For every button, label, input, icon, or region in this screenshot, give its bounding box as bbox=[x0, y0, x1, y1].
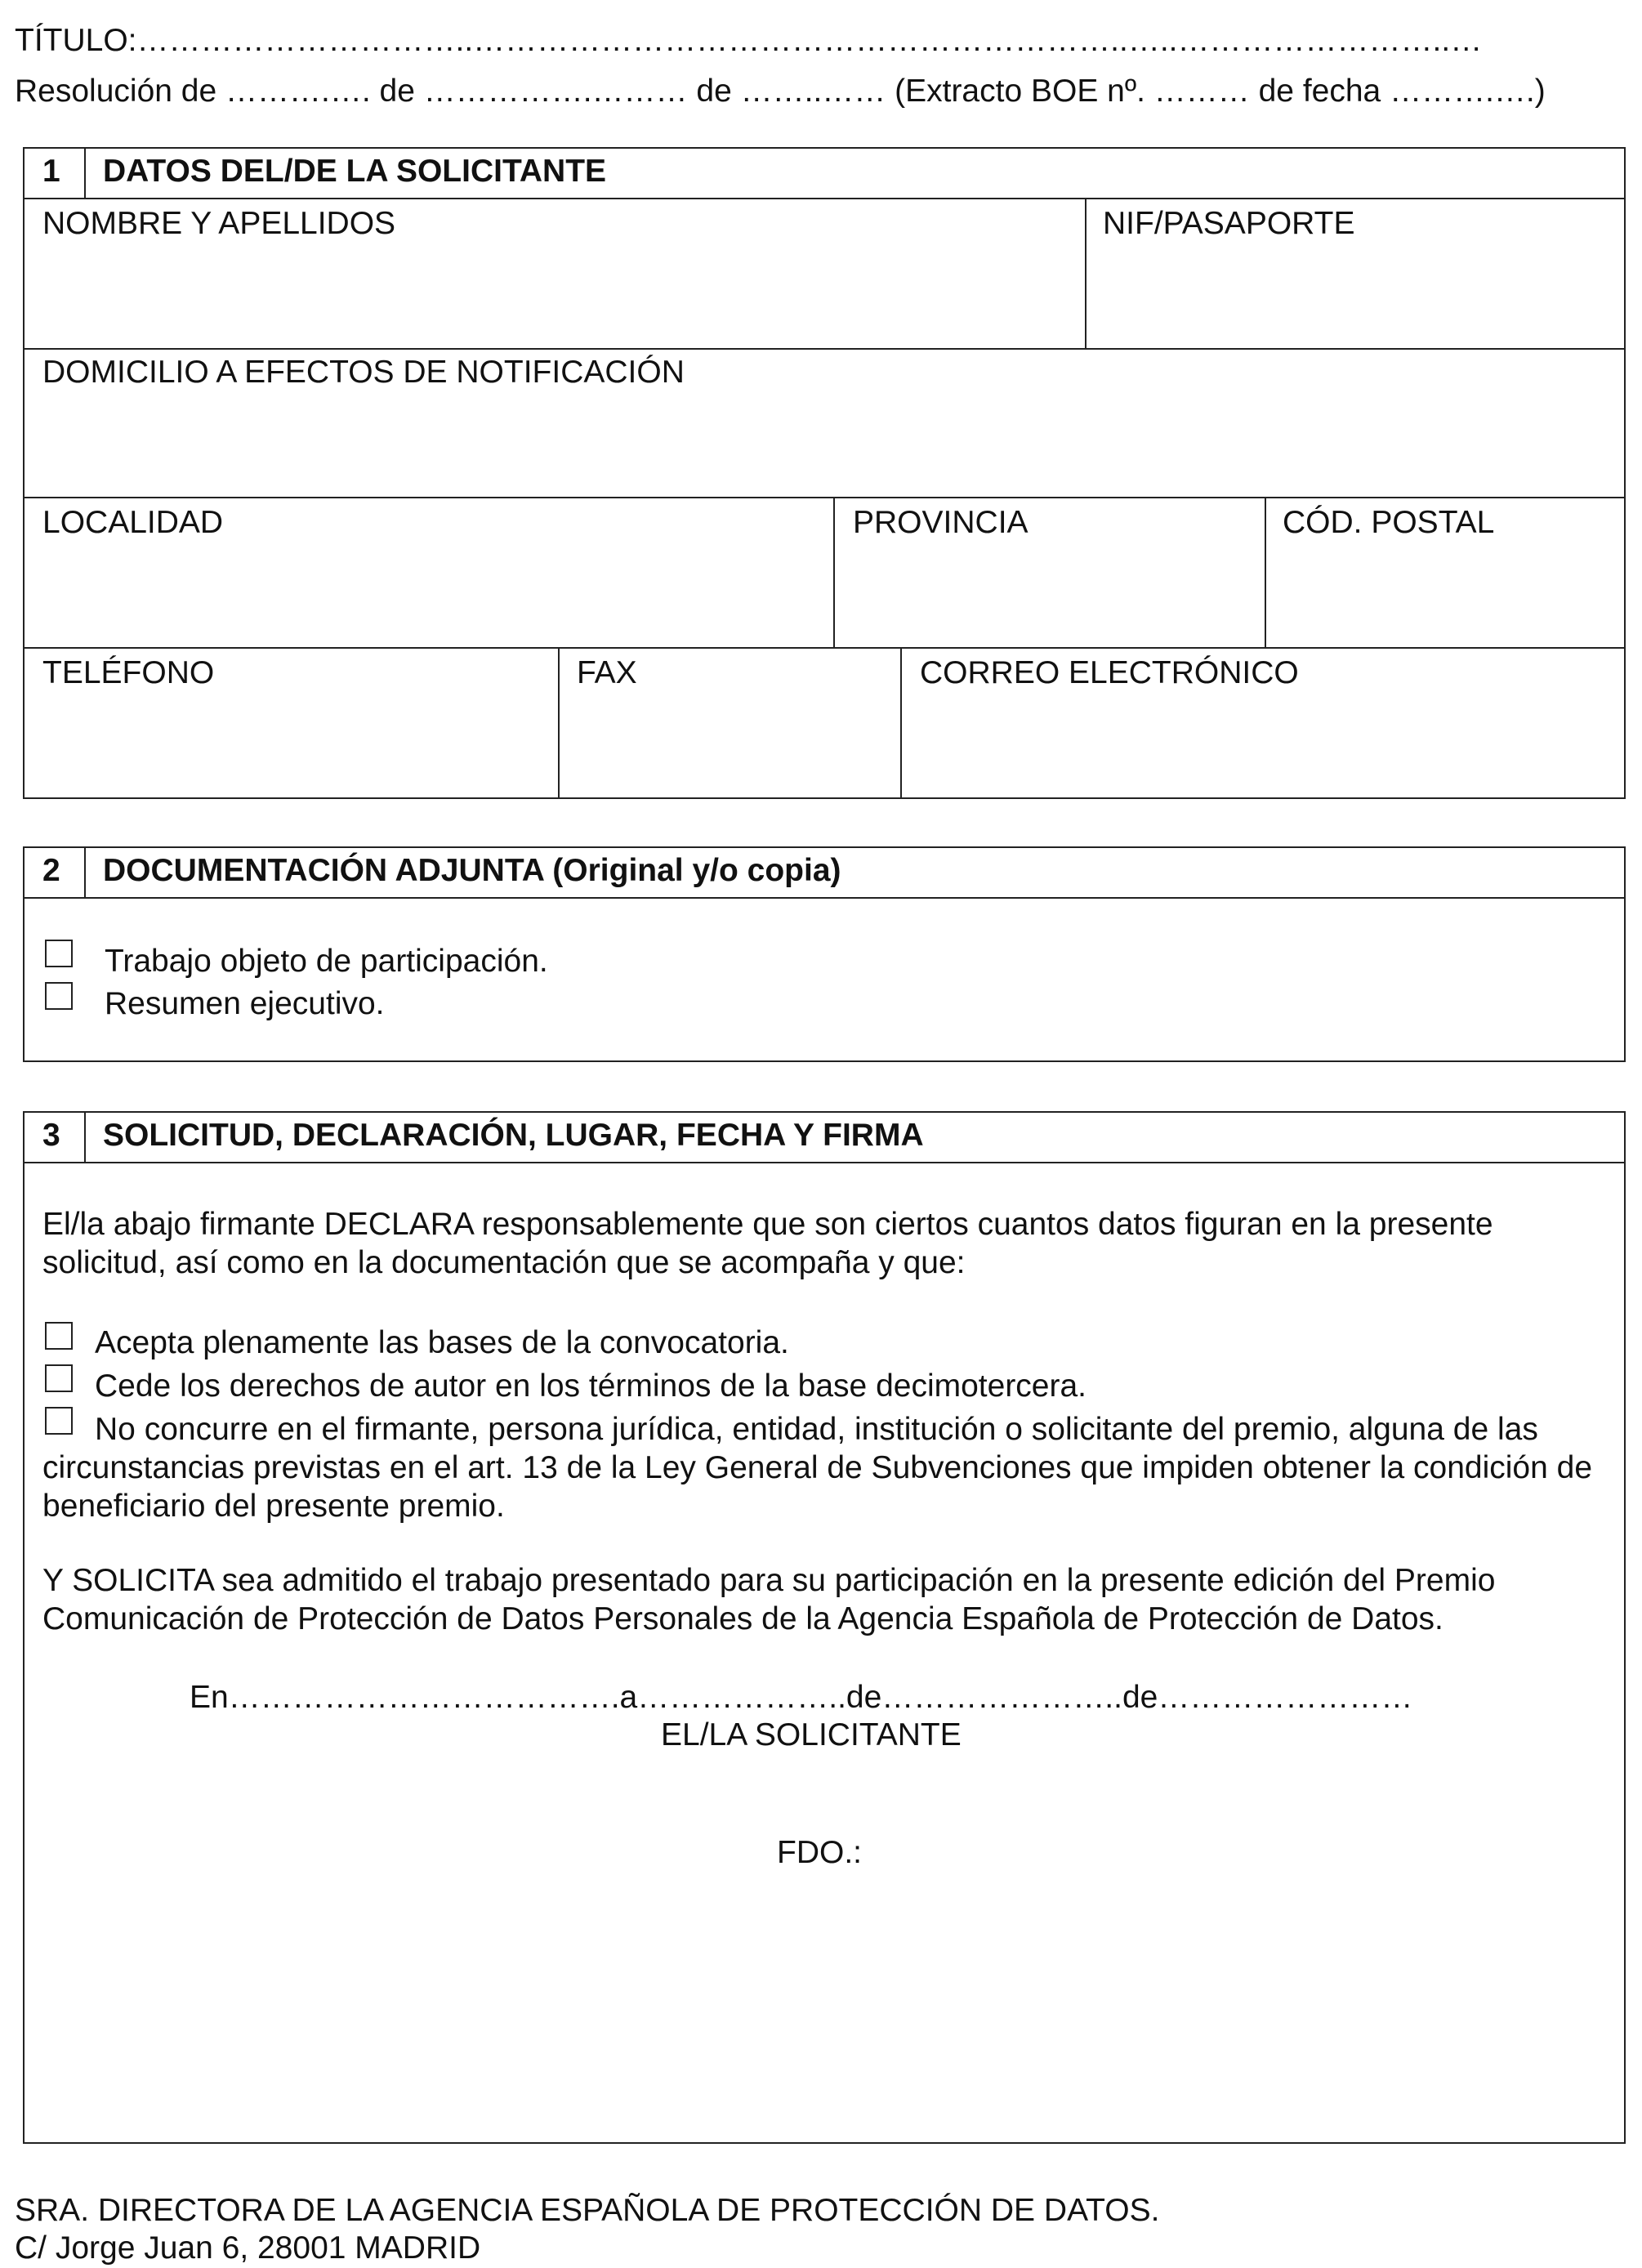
provincia-label: PROVINCIA bbox=[853, 505, 1028, 540]
localidad-label: LOCALIDAD bbox=[42, 505, 224, 540]
provincia-field[interactable] bbox=[836, 498, 1263, 645]
section3-header-divider bbox=[23, 1162, 1626, 1163]
section3-title: SOLICITUD, DECLARACIÓN, LUGAR, FECHA Y FIRMA bbox=[103, 1118, 924, 1153]
fdo-label: FDO.: bbox=[777, 1835, 862, 1870]
lugar-fecha-line[interactable]: En……………………………….a………………..de…………………..de…………………… bbox=[190, 1680, 1413, 1715]
section2-header-divider bbox=[23, 897, 1626, 899]
resolucion-line[interactable]: Resolución de ……….…. de …………….……… de ……..…… (Extracto BOE nº. ……… de fecha ……….….) bbox=[15, 74, 1546, 109]
trabajo-checkbox[interactable] bbox=[45, 940, 73, 967]
fax-correo-divider bbox=[900, 647, 902, 799]
solicitante-label: EL/LA SOLICITANTE bbox=[661, 1717, 962, 1752]
domicilio-field[interactable] bbox=[25, 350, 1624, 497]
cp-field[interactable] bbox=[1267, 498, 1624, 645]
fax-field[interactable] bbox=[560, 649, 899, 797]
section1-number-divider bbox=[84, 147, 86, 198]
telefono-field[interactable] bbox=[25, 649, 556, 797]
correo-label: CORREO ELECTRÓNICO bbox=[920, 655, 1299, 690]
acepta-label: Acepta plenamente las bases de la convocatoria. bbox=[95, 1325, 789, 1360]
footer-addressee: SRA. DIRECTORA DE LA AGENCIA ESPAÑOLA DE PROTECCIÓN DE DATOS. bbox=[15, 2193, 1160, 2228]
section1-number: 1 bbox=[42, 154, 60, 189]
cp-label: CÓD. POSTAL bbox=[1283, 505, 1495, 540]
resumen-label: Resumen ejecutivo. bbox=[105, 986, 385, 1021]
nif-field[interactable] bbox=[1087, 199, 1624, 346]
titulo-line[interactable]: TÍTULO:…………………………..……………………………………………………..…..……………………..… bbox=[15, 23, 1483, 58]
nombre-nif-divider bbox=[1085, 198, 1086, 348]
telefono-fax-divider bbox=[558, 647, 560, 799]
solicita-paragraph: Y SOLICITA sea admitido el trabajo presentado para su participación en la presente edición del Premio Comunicación de Protección de Datos Personales de la Agencia Española de Protección de Datos. bbox=[42, 1563, 1496, 1636]
provincia-cp-divider bbox=[1265, 497, 1266, 647]
trabajo-label: Trabajo objeto de participación. bbox=[105, 944, 548, 979]
nombre-field[interactable] bbox=[25, 199, 1083, 346]
resumen-checkbox[interactable] bbox=[45, 982, 73, 1010]
section1-title: DATOS DEL/DE LA SOLICITANTE bbox=[103, 154, 607, 189]
declara-paragraph: El/la abajo firmante DECLARA responsablemente que son ciertos cuantos datos figuran en la presente solicitud, así como en la documentación que se acompaña y que: bbox=[42, 1207, 1493, 1280]
nif-label: NIF/PASAPORTE bbox=[1103, 206, 1355, 241]
section2-title: DOCUMENTACIÓN ADJUNTA (Original y/o copia) bbox=[103, 853, 841, 888]
cede-label: Cede los derechos de autor en los términos de la base decimotercera. bbox=[95, 1368, 1087, 1404]
section2-number: 2 bbox=[42, 853, 60, 888]
correo-field[interactable] bbox=[903, 649, 1624, 797]
section3-number: 3 bbox=[42, 1118, 60, 1153]
no-concurre-label: No concurre en el firmante, persona jurídica, entidad, institución o solicitante del premio, alguna de las circunstancias previstas en el art. 13 de la Ley General de Subvenciones que impiden obtener la condición de beneficiario del presente premio. bbox=[42, 1412, 1593, 1524]
nombre-label: NOMBRE Y APELLIDOS bbox=[42, 206, 396, 241]
section3-number-divider bbox=[84, 1111, 86, 1162]
signature-area[interactable] bbox=[245, 1871, 1389, 2116]
localidad-field[interactable] bbox=[25, 498, 832, 645]
cede-checkbox[interactable] bbox=[45, 1364, 73, 1392]
localidad-provincia-divider bbox=[833, 497, 835, 647]
acepta-checkbox[interactable] bbox=[45, 1322, 73, 1350]
domicilio-label: DOMICILIO A EFECTOS DE NOTIFICACIÓN bbox=[42, 355, 685, 390]
section2-number-divider bbox=[84, 846, 86, 897]
footer-address: C/ Jorge Juan 6, 28001 MADRID bbox=[15, 2230, 481, 2266]
fax-label: FAX bbox=[577, 655, 637, 690]
telefono-label: TELÉFONO bbox=[42, 655, 215, 690]
